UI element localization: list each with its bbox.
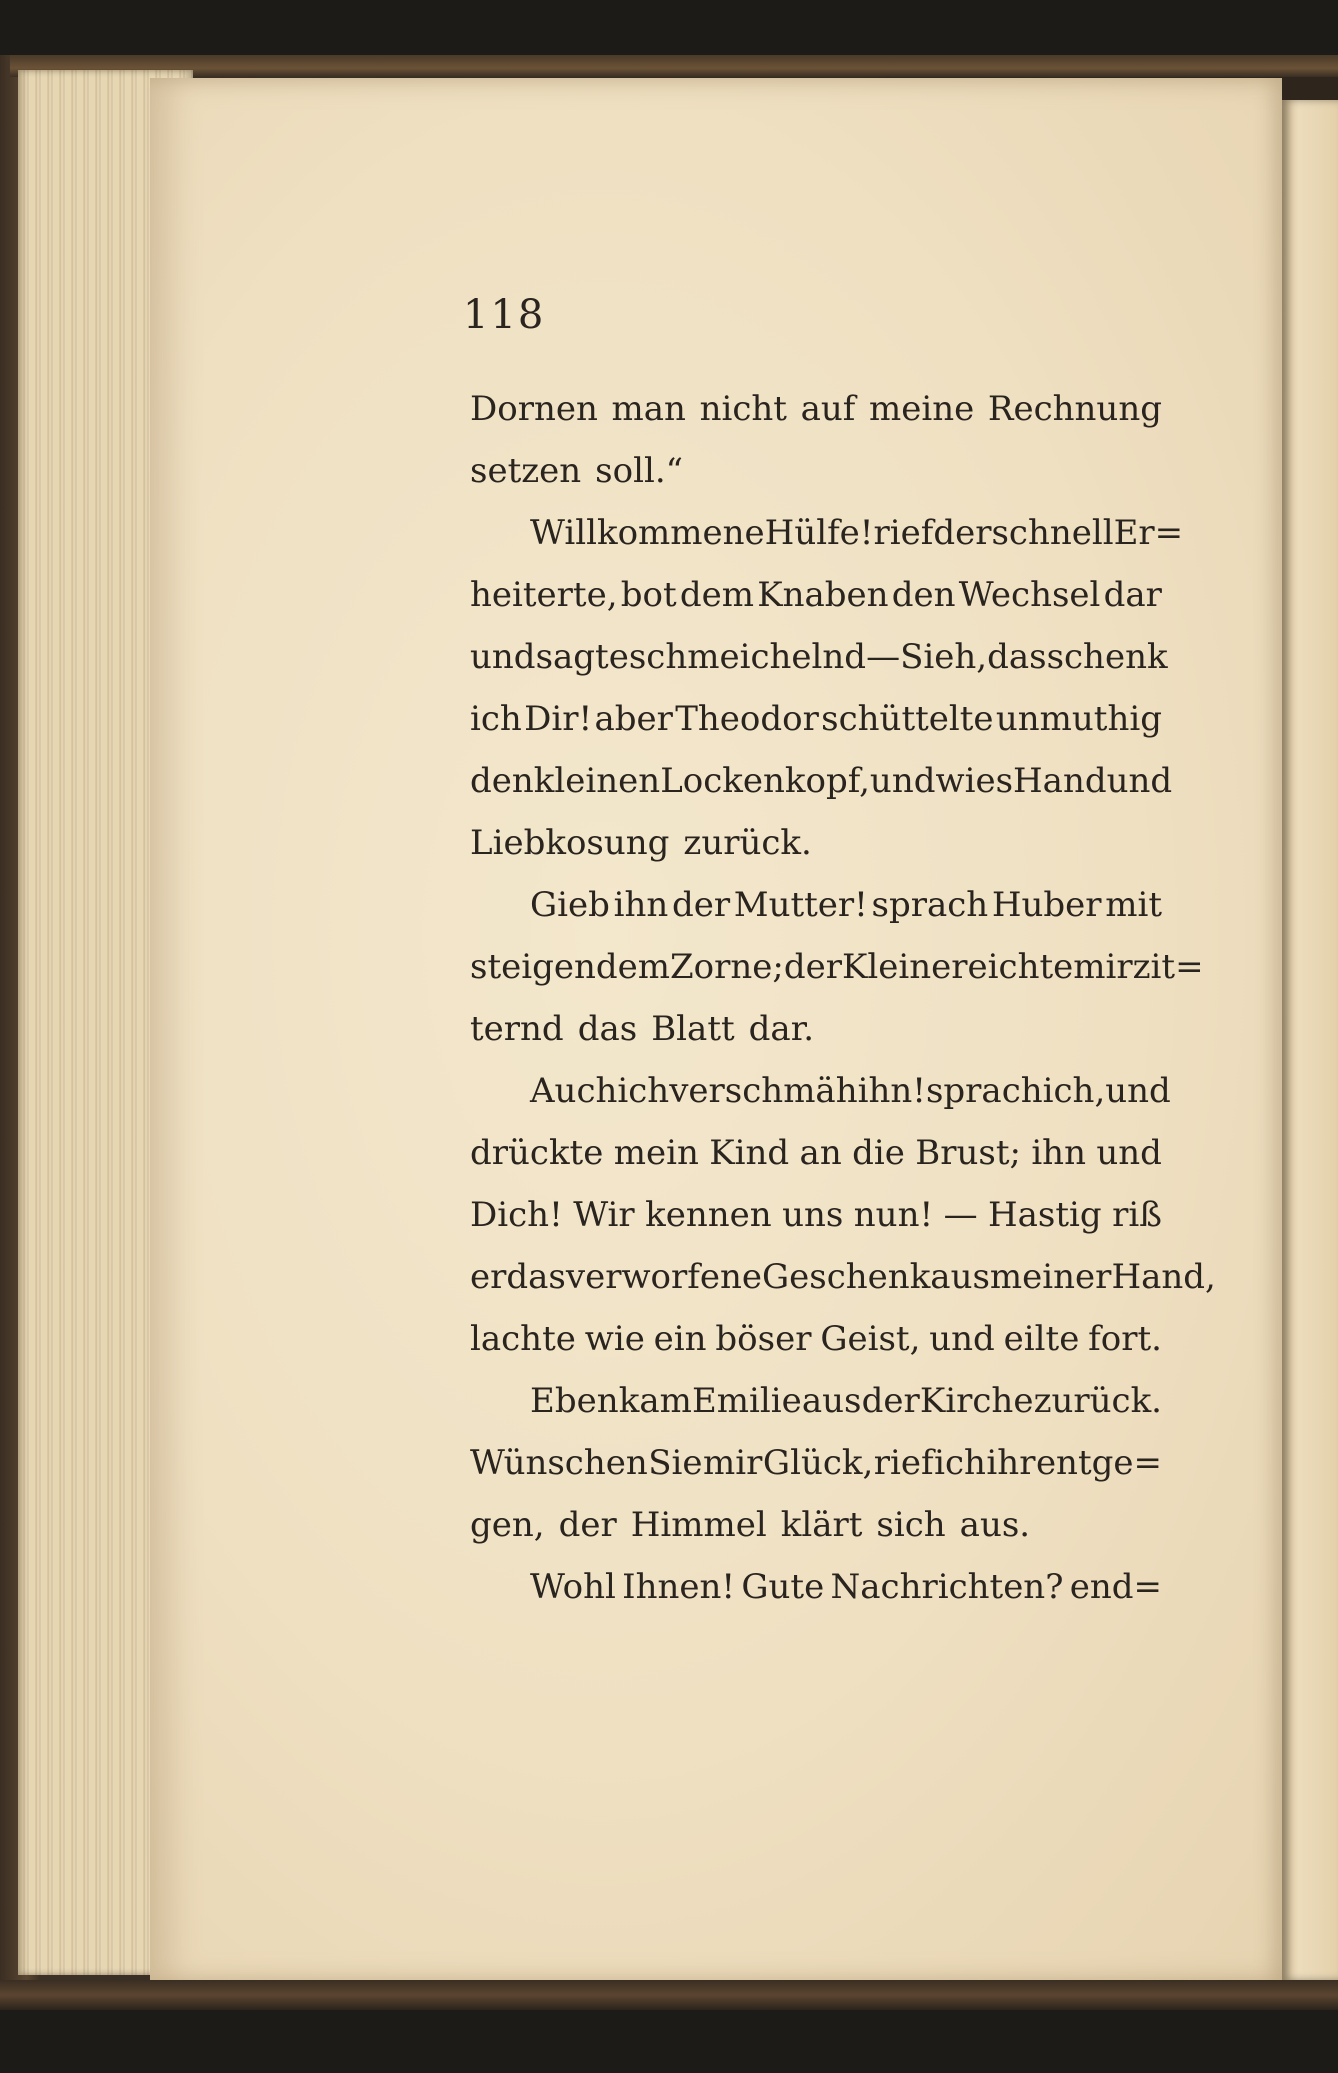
book-bottom-edge [0, 1980, 1338, 2010]
text-line: Liebkosung zurück. [470, 823, 812, 863]
text-line: ternd das Blatt dar. [470, 1009, 815, 1049]
text-line: und sagte schmeichelnd — Sieh, das schenk [470, 637, 1168, 677]
text-line: den kleinen Lockenkopf, und wies Hand und [470, 761, 1173, 801]
text-line: Dich! Wir kennen uns nun! — Hastig riß [470, 1195, 1162, 1235]
text-line: heiterte, bot dem Knaben den Wechsel dar [470, 575, 1162, 615]
text-line: steigendem Zorne; der Kleine reichte mir zit= [470, 947, 1204, 987]
text-line: drückte mein Kind an die Brust; ihn und [470, 1133, 1162, 1173]
text-line: Wohl Ihnen! Gute Nachrichten? end= [530, 1567, 1162, 1607]
text-line: setzen soll.“ [470, 451, 684, 491]
text-line: Willkommene Hülfe! rief der schnell Er= [530, 513, 1184, 553]
text-line: er das verworfene Geschenk aus meiner Hand, [470, 1257, 1216, 1297]
text-line: gen, der Himmel klärt sich aus. [470, 1505, 1031, 1545]
facing-page-edge [1282, 100, 1338, 1980]
text-line: Eben kam Emilie aus der Kirche zurück. [530, 1381, 1162, 1421]
book-top-edge [10, 55, 1338, 77]
text-line: Auch ich verschmäh ihn! sprach ich, und [530, 1071, 1171, 1111]
text-line: lachte wie ein böser Geist, und eilte fort. [470, 1319, 1162, 1359]
text-line: Dornen man nicht auf meine Rechnung [470, 389, 1162, 429]
page-text [470, 389, 1216, 1632]
text-line: Wünschen Sie mir Glück, rief ich ihr entge= [470, 1443, 1162, 1483]
page-number: 118 [463, 292, 546, 338]
text-line: ich Dir! aber Theodor schüttelte unmuthig [470, 699, 1162, 739]
text-line: Gieb ihn der Mutter! sprach Huber mit [530, 885, 1162, 925]
